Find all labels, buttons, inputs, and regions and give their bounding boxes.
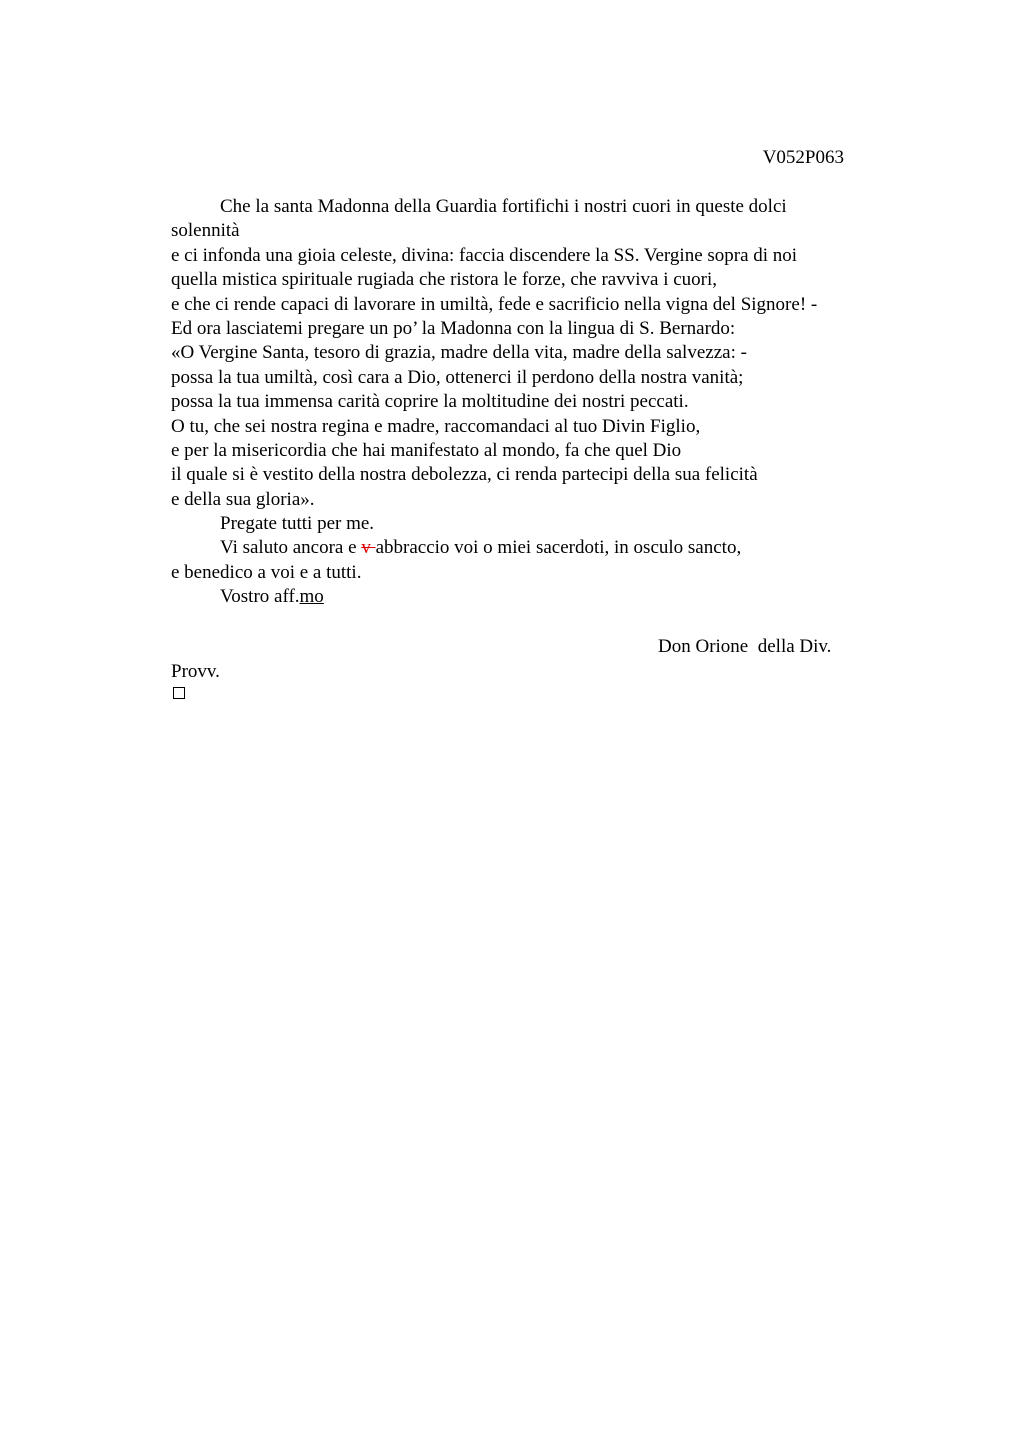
text-line: «O Vergine Santa, tesoro di grazia, madre della vita, madre della salvezza: -	[171, 342, 747, 364]
greeting-before: Vi saluto ancora e	[220, 537, 362, 559]
text-line: il quale si è vestito della nostra debolezza, ci renda partecipi della sua felicità	[171, 464, 758, 486]
blessing-line: e benedico a voi e a tutti.	[171, 561, 362, 583]
text-line: e per la misericordia che hai manifestato al mondo, fa che quel Dio	[171, 439, 682, 461]
greeting-after: abbraccio voi o miei sacerdoti, in osculo sancto,	[375, 537, 742, 559]
text-line: quella mistica spirituale rugiada che ristora le forze, che ravviva i cuori,	[171, 269, 718, 291]
text-line: e della sua gloria».	[171, 488, 315, 510]
salutation-prefix: Vostro aff.	[220, 586, 300, 608]
signature-continuation: Provv.	[171, 661, 220, 682]
text-line: Ed ora lasciatemi pregare un po’ la Madonna con la lingua di S. Bernardo:	[171, 317, 736, 339]
pray-line: Pregate tutti per me.	[220, 513, 375, 535]
text-line: possa la tua umiltà, così cara a Dio, ottenerci il perdono della nostra vanità;	[171, 366, 744, 388]
greeting-line	[171, 536, 891, 560]
text-line: possa la tua immensa carità coprire la moltitudine dei nostri peccati.	[171, 391, 689, 413]
text-line: solennità	[171, 220, 240, 242]
text-line: e che ci rende capaci di lavorare in umiltà, fede e sacrificio nella vigna del Signore! -	[171, 293, 818, 315]
closing-salutation	[171, 585, 891, 609]
checkbox-square-icon	[173, 687, 185, 699]
page-id: V052P063	[762, 147, 844, 168]
text-line: Che la santa Madonna della Guardia fortifichi i nostri cuori in queste dolci	[220, 196, 787, 217]
letter-body	[171, 195, 891, 610]
salutation-abbrev: mo	[299, 586, 324, 608]
signature-name: Don Orione della Div.	[658, 636, 832, 657]
text-line: O tu, che sei nostra regina e madre, raccomandaci al tuo Divin Figlio,	[171, 415, 701, 437]
struck-correction: v	[361, 537, 376, 559]
text-line: e ci infonda una gioia celeste, divina: faccia discendere la SS. Vergine sopra di noi	[171, 244, 798, 266]
